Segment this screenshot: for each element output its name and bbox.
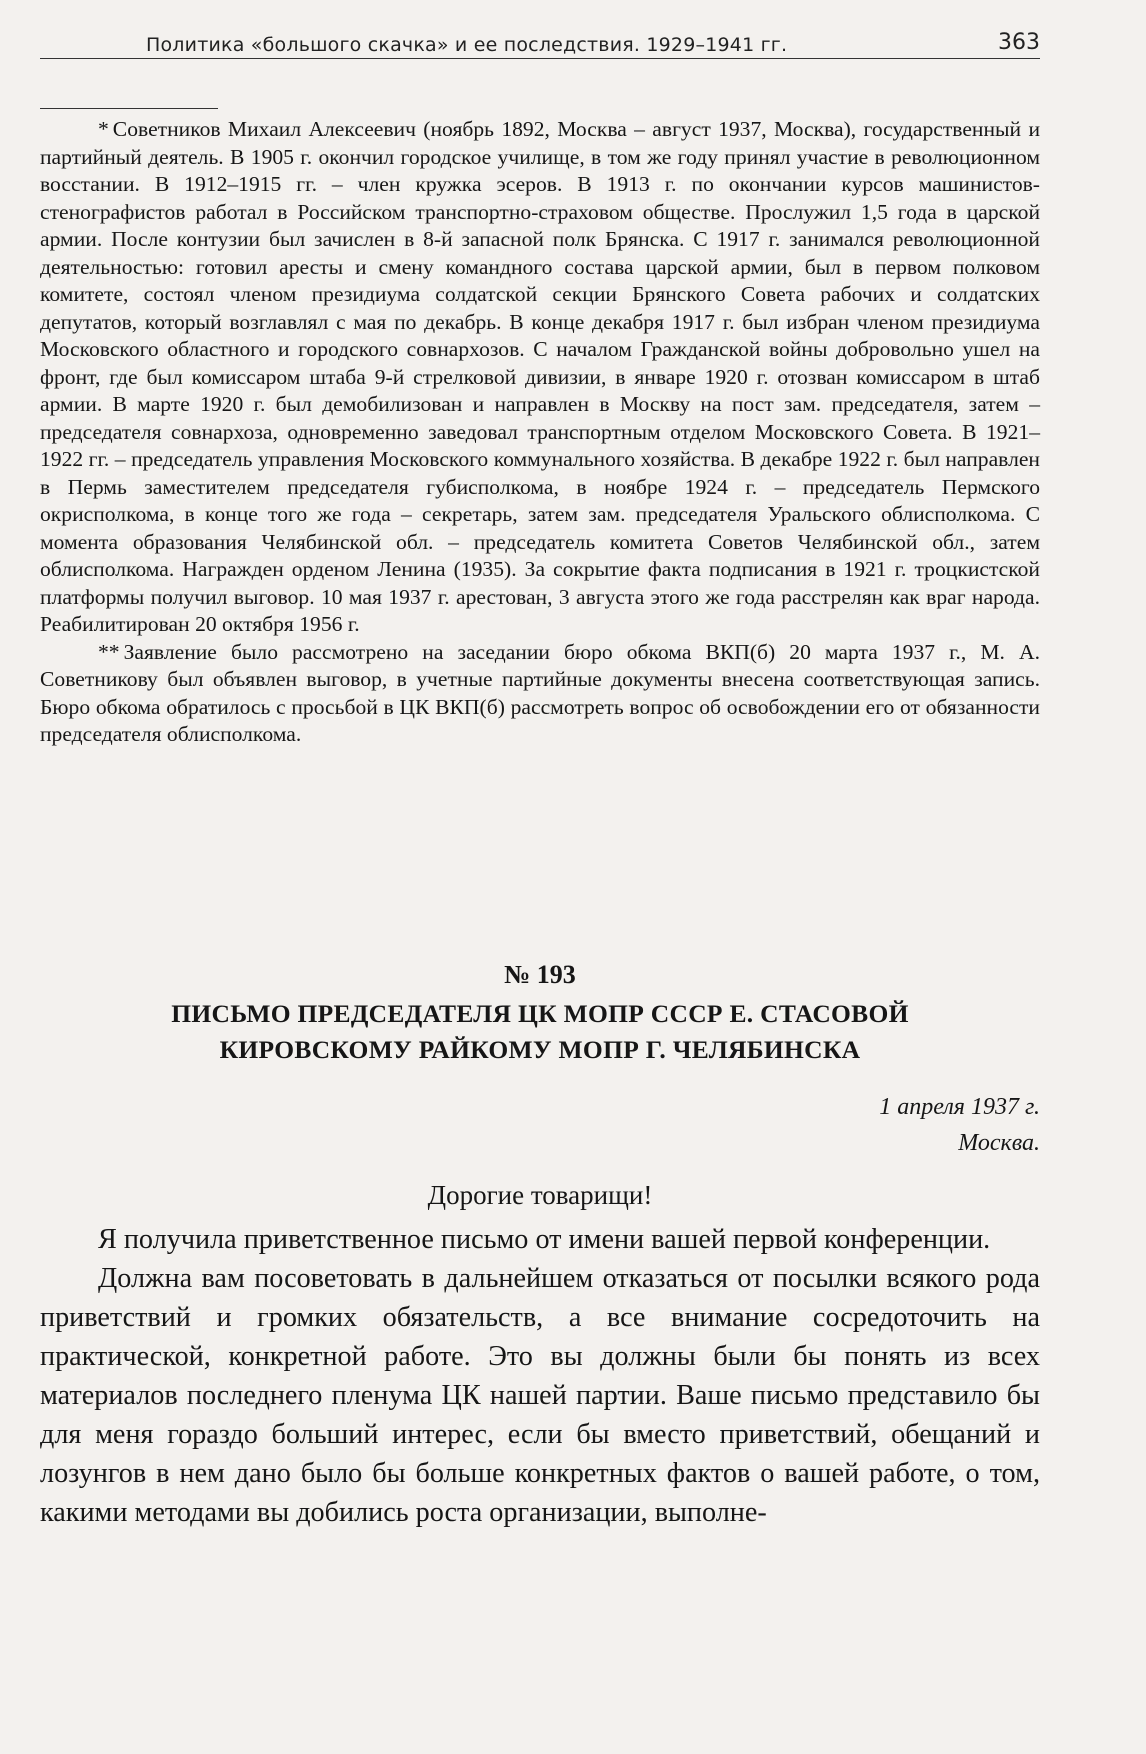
footnote-text: Заявление было рассмотрено на заседании бюро обкома ВКП(б) 20 марта 1937 г., М. А. Советникову был объявлен выговор, в учетные партийные документы внесена соответствующая запись. Бюро обкома обратилось с просьбой в ЦК ВКП(б) рассмотреть вопрос об освобождении его от обязанности председателя облисполкома. — [40, 639, 1040, 746]
footnote-2 — [40, 639, 1040, 749]
footnote-text: Советников Михаил Алексеевич (ноябрь 1892, Москва – август 1937, Москва), государственный и партийный деятель. В 1905 г. окончил городское училище, в том же году принял участие в революционном восстании. В 1912–1915 гг. – член кружка эсеров. В 1913 г. по окончании курсов машинистов-стенографистов работал в Российском транспортно-страховом обществе. Прослужил 1,5 года в царской армии. После контузии был зачислен в 8-й запасной полк Брянска. С 1917 г. занимался революционной деятельностью: готовил аресты и смену командного состава царской армии, был в первом полковом комитете, состоял членом президиума солдатской секции Брянского Совета рабочих и солдатских депутатов, который возглавлял с мая по декабрь. В конце декабря 1917 г. был избран членом президиума Московского областного и городского совнархозов. С началом Гражданской войны добровольно ушел на фронт, где был комиссаром штаба 9-й стрелковой дивизии, в январе 1920 г. отозван комиссаром в штаб армии. В марте 1920 г. был демобилизован и направлен в Москву на пост зам. председателя, затем – председателя совнархоза, одновременно заведовал транспортным отделом Московского Совета. В 1921–1922 гг. – председатель управления Московского коммунального хозяйства. В декабре 1922 г. был направлен в Пермь заместителем председателя губисполкома, в ноябре 1924 г. – председатель Пермского окрисполкома, в конце того же года – секретарь, затем зам. председателя Уральского облисполкома. С момента образования Челябинской обл. – председатель комитета Советов Челябинской обл., затем облисполкома. Награжден орденом Ленина (1935). За сокрытие факта подписания в 1921 г. троцкистской платформы получил выговор. 10 мая 1937 г. арестован, 3 августа этого же года расстрелян как враг народа. Реабилитирован 20 октября 1956 г. — [40, 117, 1040, 636]
footnote-1 — [40, 116, 1040, 639]
letter-body — [40, 1220, 1040, 1532]
document-title-line: ПИСЬМО ПРЕДСЕДАТЕЛЯ ЦК МОПР СССР Е. СТАСОВОЙ — [171, 999, 909, 1028]
paragraph: Я получила приветственное письмо от имени вашей первой конференции. — [98, 1224, 991, 1255]
running-title: Политика «большого скачка» и ее последствия. 1929–1941 гг. — [146, 34, 788, 56]
paragraph: Должна вам посоветовать в дальнейшем отказаться от посылки всякого рода приветствий и громких обязательств, а все внимание сосредоточить на практической, конкретной работе. Это вы должны были бы понять из всех материалов последнего пленума ЦК нашей партии. Ваше письмо представило бы для меня гораздо больший интерес, если бы вместо приветствий, обещаний и лозунгов в нем дано было бы больше конкретных фактов о вашей работе, о том, какими методами вы добились роста организации, выполне- — [40, 1263, 1040, 1528]
document-number: № 193 — [504, 960, 576, 989]
footnote-mark: * — [98, 117, 109, 141]
footnote-separator — [40, 108, 218, 109]
document-title — [40, 996, 1040, 1068]
page-number: 363 — [998, 30, 1040, 55]
salutation: Дорогие товарищи! — [427, 1180, 653, 1210]
document-date: 1 апреля 1937 г. — [879, 1094, 1040, 1120]
document-title-line: КИРОВСКОМУ РАЙКОМУ МОПР Г. ЧЕЛЯБИНСКА — [219, 1035, 861, 1064]
document-place: Москва. — [958, 1130, 1040, 1156]
footnote-mark: ** — [98, 639, 120, 664]
header-rule — [40, 58, 1040, 59]
running-header — [40, 30, 1040, 60]
footnotes — [40, 116, 1040, 749]
